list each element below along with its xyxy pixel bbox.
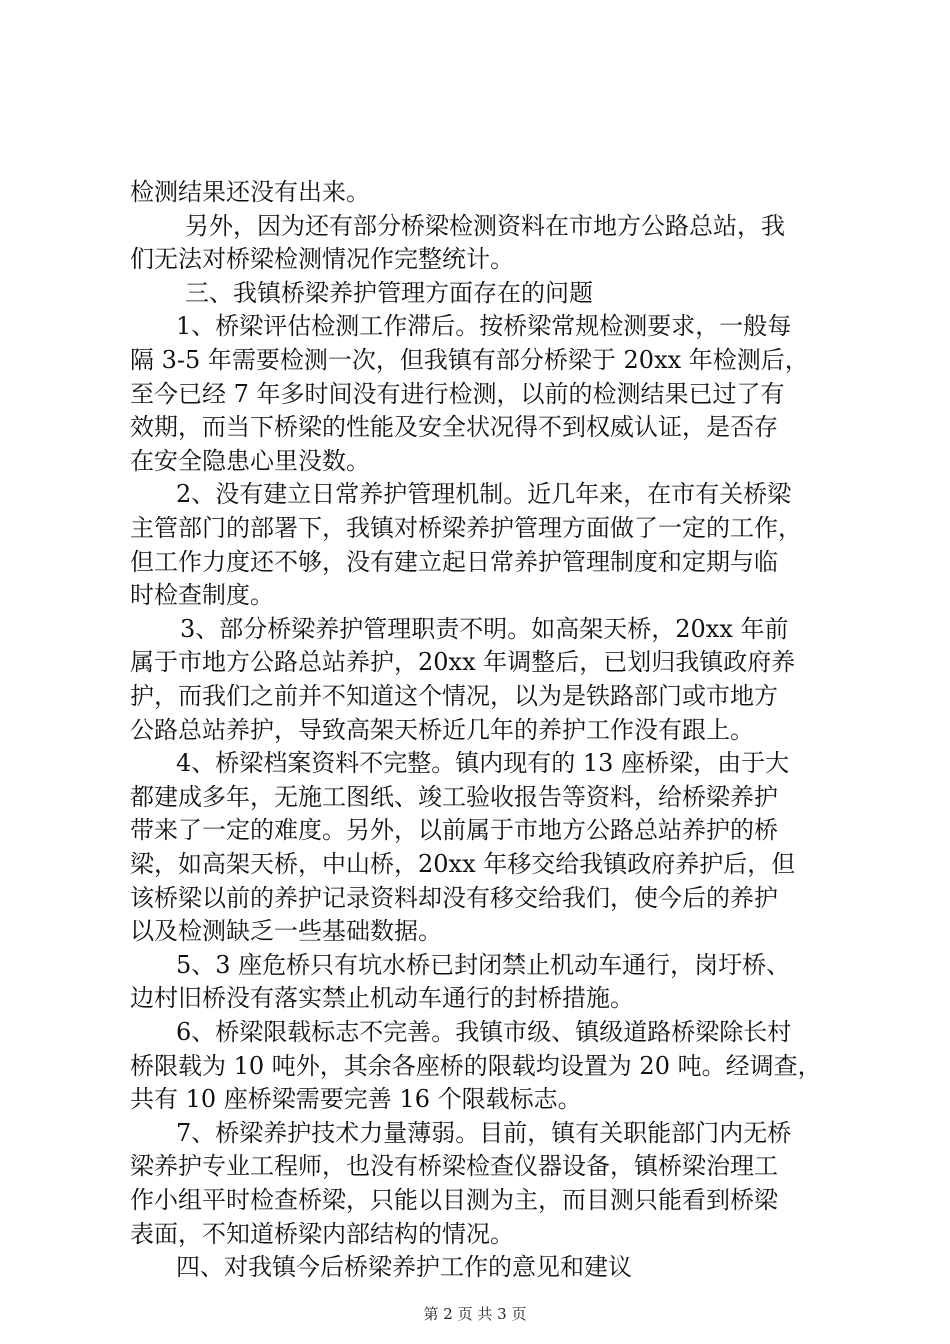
text-line-12: 但工作力度还不够，没有建立起日常养护管理制度和定期与临 [130, 548, 778, 576]
text-line-7: 至今已经 7 年多时间没有进行检测，以前的检测结果已过了有 [130, 380, 785, 408]
text-line-3: 们无法对桥梁检测情况作完整统计。 [130, 245, 514, 273]
section-heading-4: 四、对我镇今后桥梁养护工作的意见和建议 [176, 1253, 632, 1281]
section-heading-3: 三、我镇桥梁养护管理方面存在的问题 [185, 279, 593, 307]
text-line-30: 梁养护专业工程师，也没有桥梁检查仪器设备，镇桥梁治理工 [130, 1152, 778, 1180]
text-line-11: 主管部门的部署下，我镇对桥梁养护管理方面做了一定的工作， [130, 514, 802, 542]
text-line-24: 5、3 座危桥只有坑水桥已封闭禁止机动车通行，岗圩桥、 [176, 951, 791, 979]
text-line-23: 以及检测缺乏一些基础数据。 [130, 917, 442, 945]
text-line-13: 时检查制度。 [130, 581, 274, 609]
text-line-29: 7、桥梁养护技术力量薄弱。目前，镇有关职能部门内无桥 [176, 1119, 792, 1147]
text-line-18: 4、桥梁档案资料不完整。镇内现有的 13 座桥梁，由于大 [176, 749, 790, 777]
text-line-16: 护，而我们之前并不知道这个情况，以为是铁路部门或市地方 [130, 682, 778, 710]
text-line-10: 2、没有建立日常养护管理机制。近几年来，在市有关桥梁 [176, 480, 792, 508]
text-line-32: 表面，不知道桥梁内部结构的情况。 [130, 1220, 514, 1248]
text-line-15: 属于市地方公路总站养护，20xx 年调整后，已划归我镇政府养 [130, 648, 796, 676]
text-line-6: 隔 3-5 年需要检测一次，但我镇有部分桥梁于 20xx 年检测后， [130, 346, 809, 374]
text-line-17: 公路总站养护，导致高架天桥近几年的养护工作没有跟上。 [130, 716, 754, 744]
text-line-5: 1、桥梁评估检测工作滞后。按桥梁常规检测要求，一般每 [176, 312, 792, 340]
text-line-26: 6、桥梁限载标志不完善。我镇市级、镇级道路桥梁除长村 [176, 1018, 792, 1046]
text-line-28: 共有 10 座桥梁需要完善 16 个限载标志。 [130, 1085, 582, 1113]
text-line-2: 另外，因为还有部分桥梁检测资料在市地方公路总站，我 [185, 212, 785, 240]
text-line-22: 该桥梁以前的养护记录资料却没有移交给我们，使今后的养护 [130, 884, 778, 912]
text-line-19: 都建成多年，无施工图纸、竣工验收报告等资料，给桥梁养护 [130, 783, 778, 811]
text-line-8: 效期，而当下桥梁的性能及安全状况得不到权威认证，是否存 [130, 413, 778, 441]
text-line-20: 带来了一定的难度。另外，以前属于市地方公路总站养护的桥 [130, 816, 778, 844]
page-footer: 第 2 页 共 3 页 [423, 1305, 527, 1323]
text-line-1: 检测结果还没有出来。 [130, 178, 370, 206]
text-line-25: 边村旧桥没有落实禁止机动车通行的封桥措施。 [130, 984, 634, 1012]
text-line-27: 桥限载为 10 吨外，其余各座桥的限载均设置为 20 吨。经调查， [130, 1052, 822, 1080]
text-line-9: 在安全隐患心里没数。 [130, 447, 370, 475]
text-line-31: 作小组平时检查桥梁，只能以目测为主，而目测只能看到桥梁 [130, 1186, 778, 1214]
text-line-14: 3、部分桥梁养护管理职责不明。如高架天桥，20xx 年前 [180, 615, 789, 643]
text-line-21: 梁，如高架天桥，中山桥，20xx 年移交给我镇政府养护后，但 [130, 850, 796, 878]
